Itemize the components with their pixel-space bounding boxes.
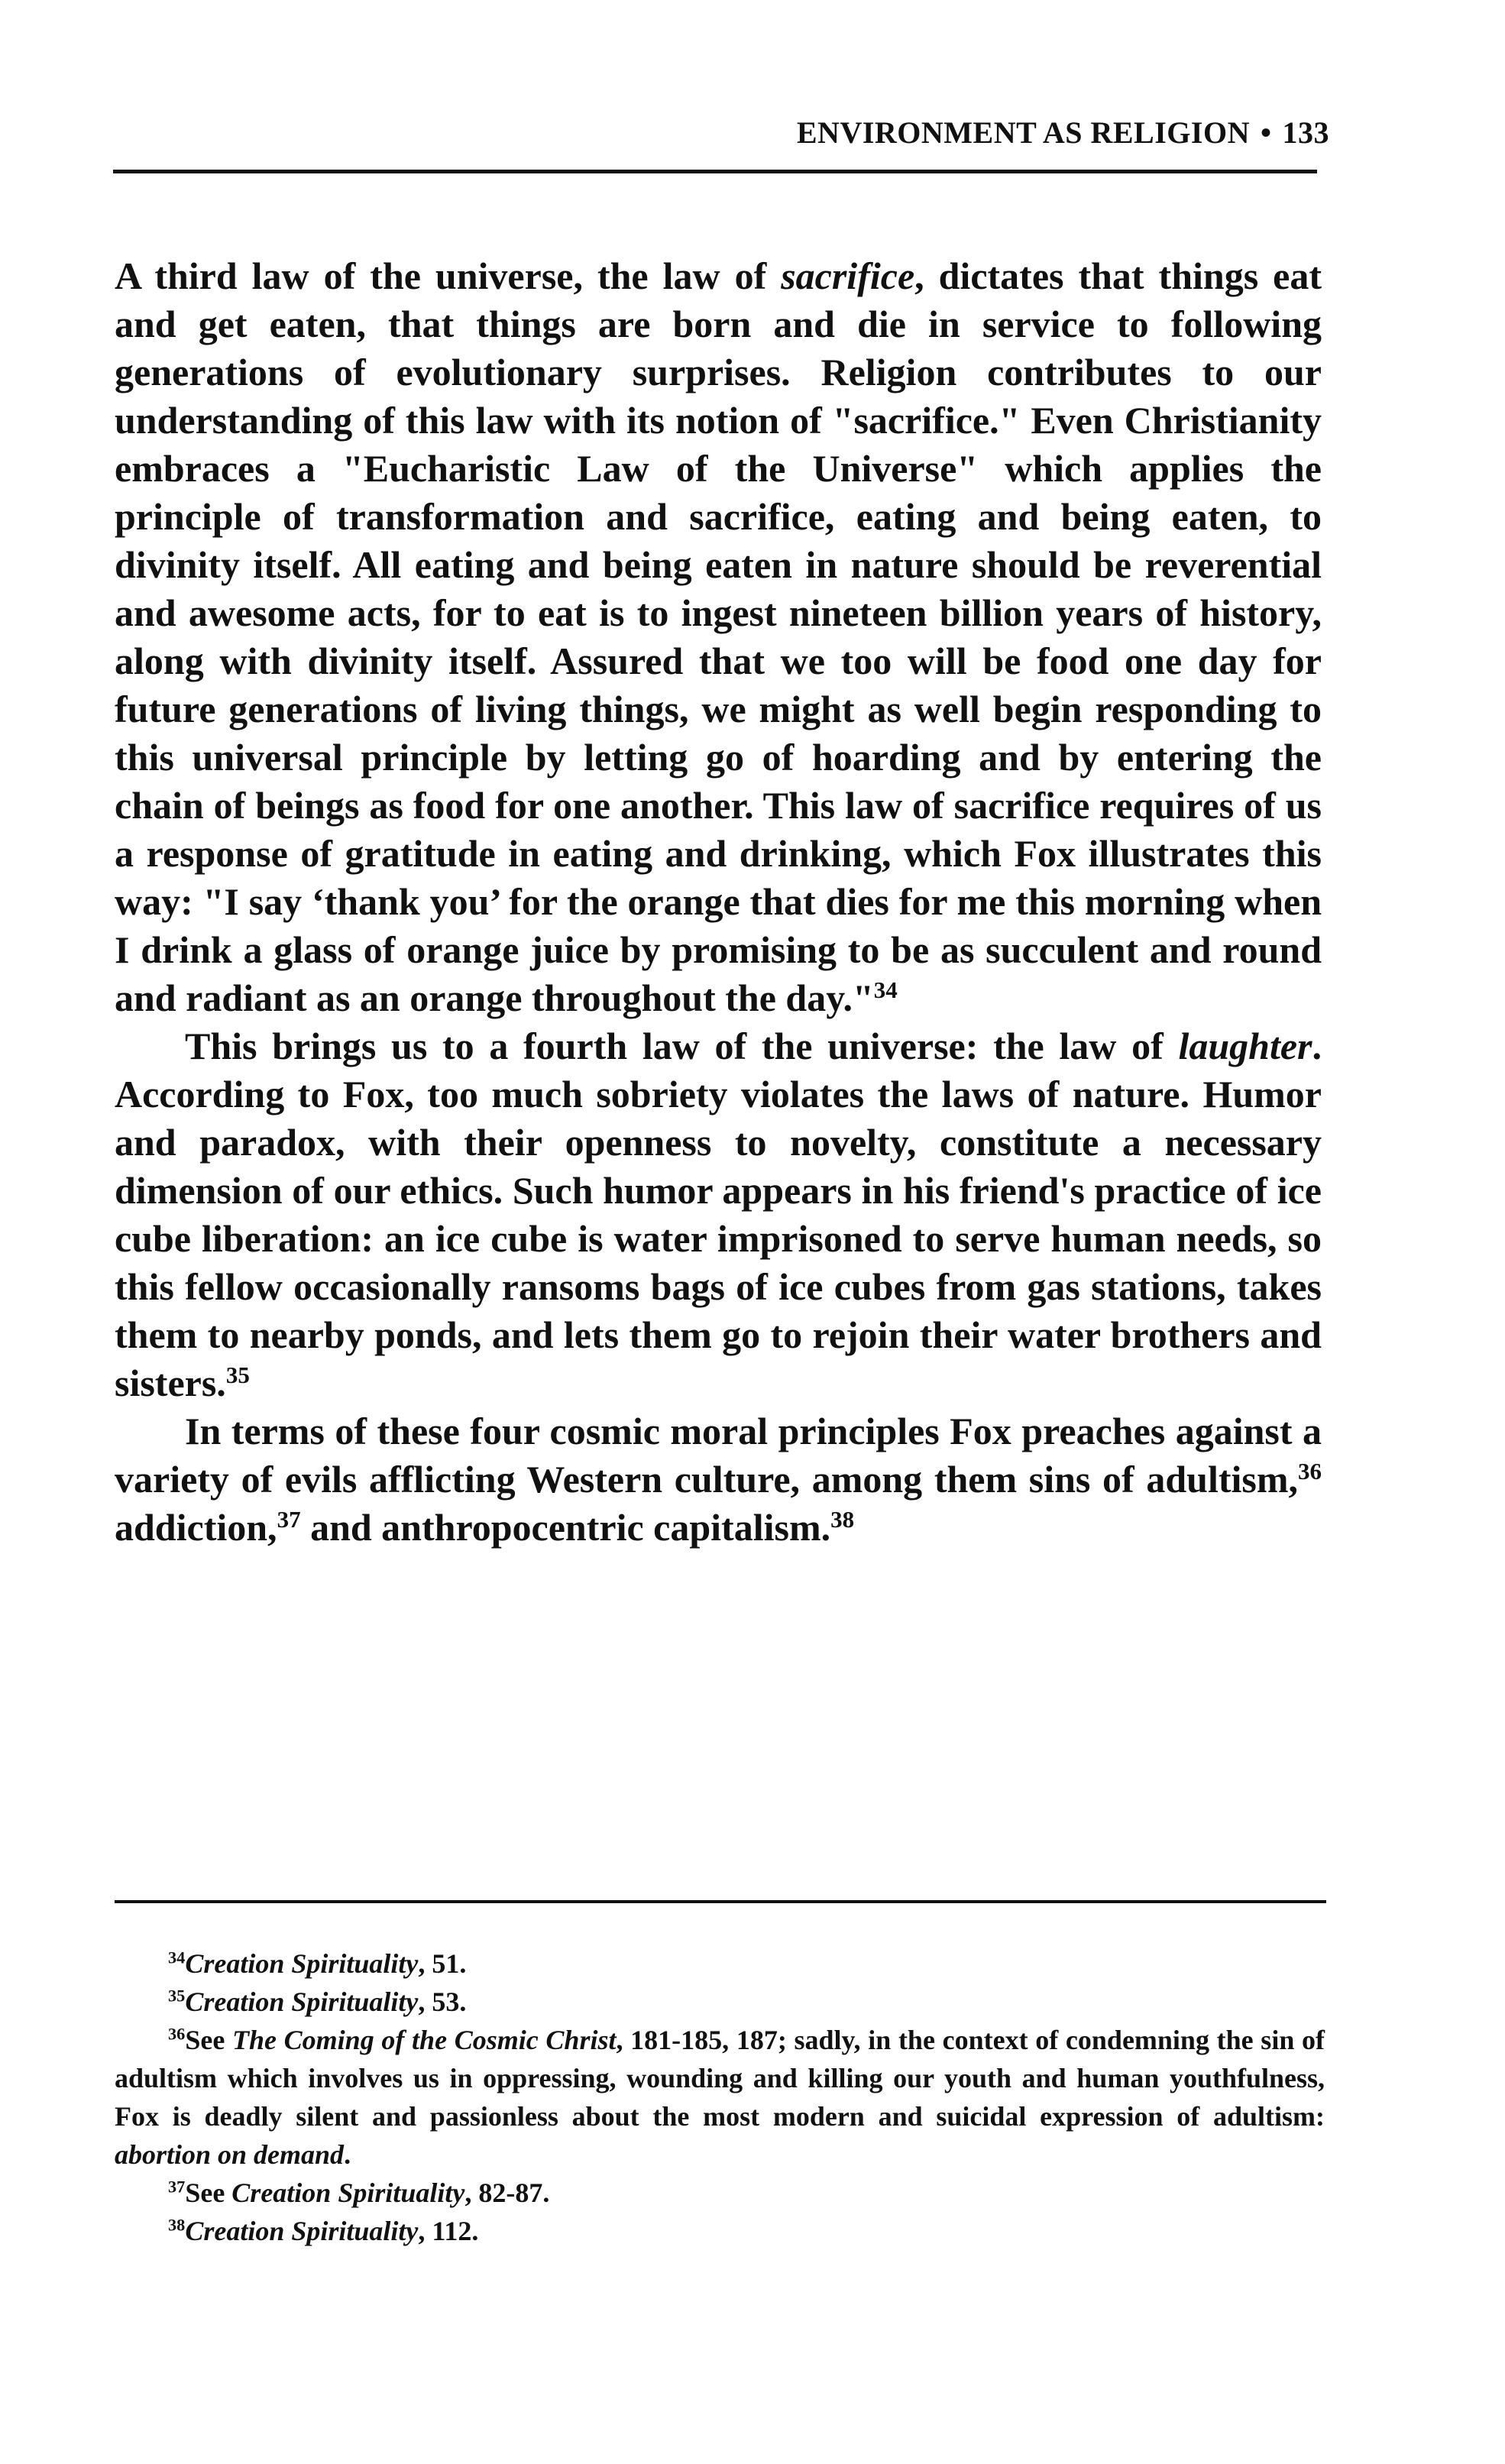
footnote-text: , 181-185, 187; sadly, in the context of condemning the sin of adultism which involves us in oppressing, wounding and killing our youth and human youthfulness, Fox is deadly silent and passionless about the most modern and suicidal expression of adultism: (115, 2025, 1325, 2132)
footnote-number: 37 (168, 2177, 186, 2197)
paragraph-text: addiction, (115, 1506, 277, 1549)
footnote-text: , 53. (418, 1986, 467, 2017)
footnote-ref-35[interactable]: 35 (225, 1361, 250, 1388)
footnote-36 (115, 2021, 1325, 2174)
footnote-rule (115, 1900, 1326, 1903)
footnote-text: , 112. (418, 2216, 479, 2246)
footnote-ref-38[interactable]: 38 (830, 1505, 855, 1533)
footnote-number: 34 (168, 1948, 186, 1967)
running-title: ENVIRONMENT AS RELIGION (796, 115, 1250, 150)
footnote-text: , 82-87. (464, 2177, 550, 2208)
footnote-ref-36[interactable]: 36 (1298, 1457, 1322, 1485)
footnote-title: Creation Spirituality (185, 1948, 419, 1979)
paragraph-evils (115, 1407, 1322, 1552)
running-header (113, 115, 1329, 151)
footnote-number: 38 (168, 2215, 186, 2235)
footnote-text: See (185, 2025, 232, 2055)
footnote-emphasis: abortion on demand (115, 2139, 345, 2170)
paragraph-text: This brings us to a fourth law of the universe: the law of (185, 1025, 1179, 1067)
paragraph-text: and anthropocentric capitalism. (300, 1506, 831, 1549)
footnote-title: Creation Spirituality (231, 2177, 465, 2208)
footnote-title: The Coming of the Cosmic Christ (231, 2025, 617, 2055)
footnote-text: See (185, 2177, 232, 2208)
footnote-ref-37[interactable]: 37 (277, 1505, 301, 1533)
footnote-number: 36 (168, 2024, 186, 2044)
footnotes (115, 1944, 1325, 2250)
paragraph-text: A third law of the universe, the law of (115, 254, 782, 297)
paragraph-laughter (115, 1022, 1322, 1407)
paragraph-text: , dictates that things eat and get eaten, that things are born and die in service to following generations of evolutionary surprises. Religion contributes to our understanding of this law with its notion of "sacrifice." Even Christianity embraces a "Eucharistic Law of the Universe" which applies the principle of transformation and sacrifice, eating and being eaten, to divinity itself. All eating and being eaten in nature should be reverential and awesome acts, for to eat is to ingest nineteen billion years of history, along with divinity itself. Assured that we too will be food one day for future generations of living things, we might as well begin responding to this universal principle by letting go of hoarding and by entering the chain of beings as food for one another. This law of sacrifice requires of us a response of gratitude in eating and drinking, which Fox illustrates this way: "I say ‘thank you’ for the orange that dies for me this morning when I drink a glass of orange juice by promising to be as succulent and round and radiant as an orange throughout the day." (115, 254, 1322, 1019)
footnote-34 (115, 1944, 1325, 1983)
bullet-separator: • (1260, 115, 1272, 150)
paragraph-sacrifice (115, 252, 1322, 1022)
footnote-35 (115, 1983, 1325, 2021)
paragraph-text: In terms of these four cosmic moral principles Fox preaches against a variety of evils afflicting Western culture, among them sins of adultism, (115, 1410, 1322, 1501)
paragraph-text: . According to Fox, too much sobriety violates the laws of nature. Humor and paradox, with their openness to novelty, constitute a necessary dimension of our ethics. Such humor appears in his friend's practice of ice cube liberation: an ice cube is water imprisoned to serve human needs, so this fellow occasionally ransoms bags of ice cubes from gas stations, takes them to nearby ponds, and lets them go to rejoin their water brothers and sisters. (115, 1025, 1322, 1404)
page-number: 133 (1282, 115, 1329, 150)
footnote-38 (115, 2212, 1325, 2250)
emphasis-sacrifice: sacrifice (781, 254, 915, 297)
footnote-text: . (344, 2139, 351, 2170)
footnote-number: 35 (168, 1986, 186, 2006)
footnote-ref-34[interactable]: 34 (873, 976, 898, 1003)
footnote-37 (115, 2174, 1325, 2212)
footnote-text: , 51. (418, 1948, 467, 1979)
footnote-title: Creation Spirituality (185, 2216, 419, 2246)
footnote-title: Creation Spirituality (185, 1986, 419, 2017)
emphasis-laughter: laughter (1178, 1025, 1312, 1067)
header-rule (113, 170, 1317, 173)
body-text (115, 252, 1322, 1552)
